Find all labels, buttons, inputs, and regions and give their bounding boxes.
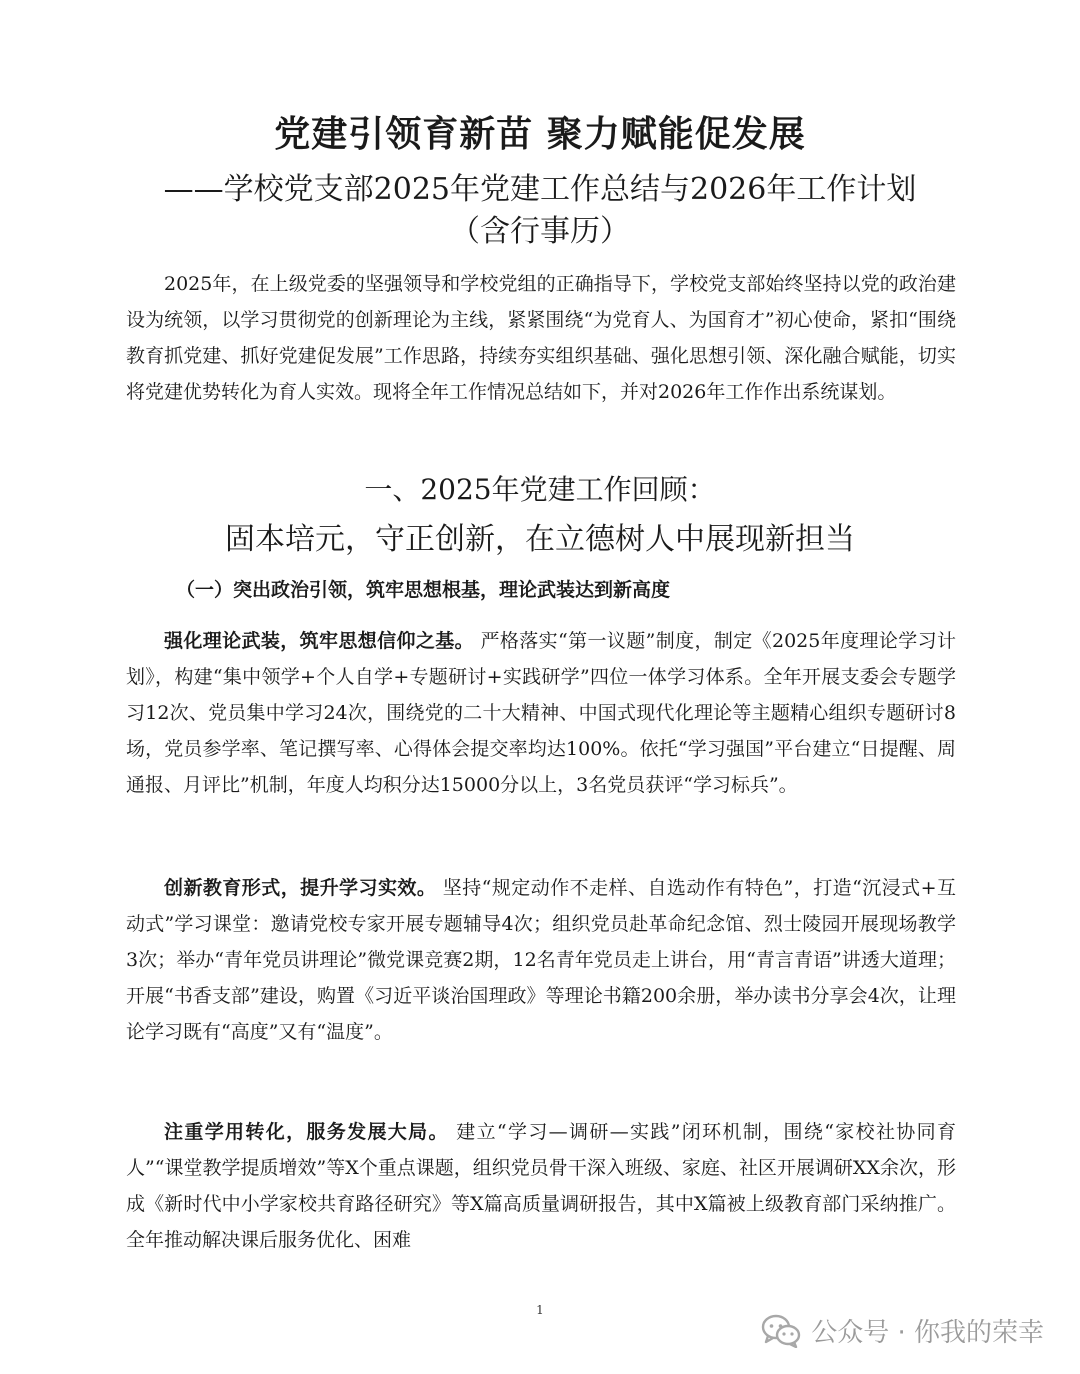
section-subheading: 固本培元，守正创新，在立德树人中展现新担当 [225, 522, 855, 557]
body-paragraph [126, 1114, 956, 1258]
paragraph-body: 严格落实“第一议题”制度，制定《2025年度理论学习计划》，构建“集中领学+个人自学+专题研讨+实践研学”四位一体学习体系。全年开展支委会专题学习12次、党员集中学习24次，围绕党的二十大精神、中国式现代化理论等主题精心组织专题研讨8场，党员参学率、笔记撰写率、心得体会提交率均达100%。依托“学习强国”平台建立“日提醒、周通报、月评比”机制，年度人均积分达15000分以上，3名党员获评“学习标兵”。 [126, 630, 956, 796]
document-subtitle-note: （含行事历） [450, 214, 630, 249]
paragraph-lead: 强化理论武装，筑牢思想信仰之基。 [164, 630, 475, 652]
document-title: 党建引领育新苗 聚力赋能促发展 [274, 113, 806, 155]
section-heading: 一、2025年党建工作回顾： [364, 473, 716, 506]
subsection-heading: （一）突出政治引领，筑牢思想根基，理论武装达到新高度 [176, 579, 671, 601]
body-paragraph [126, 623, 956, 803]
watermark-text: 公众号 · 你我的荣幸 [811, 1318, 1044, 1348]
wechat-icon [761, 1314, 801, 1348]
page-number: 1 [536, 1303, 544, 1317]
watermark [761, 1312, 1044, 1349]
body-paragraph [126, 870, 956, 1050]
paragraph-body: 建立“学习—调研—实践”闭环机制，围绕“家校社协同育人”“课堂教学提质增效”等X个重点课题，组织党员骨干深入班级、家庭、社区开展调研XX余次，形成《新时代中小学家校共育路径研究》等X篇高质量调研报告，其中X篇被上级教育部门采纳推广。全年推动解决课后服务优化、困难 [126, 1121, 956, 1251]
intro-paragraph: 2025年，在上级党委的坚强领导和学校党组的正确指导下，学校党支部始终坚持以党的政治建设为统领，以学习贯彻党的创新理论为主线，紧紧围绕“为党育人、为国育才”初心使命，紧扣“围绕教育抓党建、抓好党建促发展”工作思路，持续夯实组织基础、强化思想引领、深化融合赋能，切实将党建优势转化为育人实效。现将全年工作情况总结如下，并对2026年工作作出系统谋划。 [126, 273, 956, 403]
paragraph-body: 坚持“规定动作不走样、自选动作有特色”，打造“沉浸式+互动式”学习课堂：邀请党校专家开展专题辅导4次；组织党员赴革命纪念馆、烈士陵园开展现场教学3次；举办“青年党员讲理论”微党课竞赛2期，12名青年党员走上讲台，用“青言青语”讲透大道理；开展“书香支部”建设，购置《习近平谈治国理政》等理论书籍200余册，举办读书分享会4次，让理论学习既有“高度”又有“温度”。 [126, 877, 956, 1043]
paragraph-lead: 创新教育形式，提升学习实效。 [164, 877, 437, 899]
paragraph-lead: 注重学用转化，服务发展大局。 [164, 1121, 449, 1143]
document-subtitle: ——学校党支部2025年党建工作总结与2026年工作计划 [163, 172, 917, 207]
